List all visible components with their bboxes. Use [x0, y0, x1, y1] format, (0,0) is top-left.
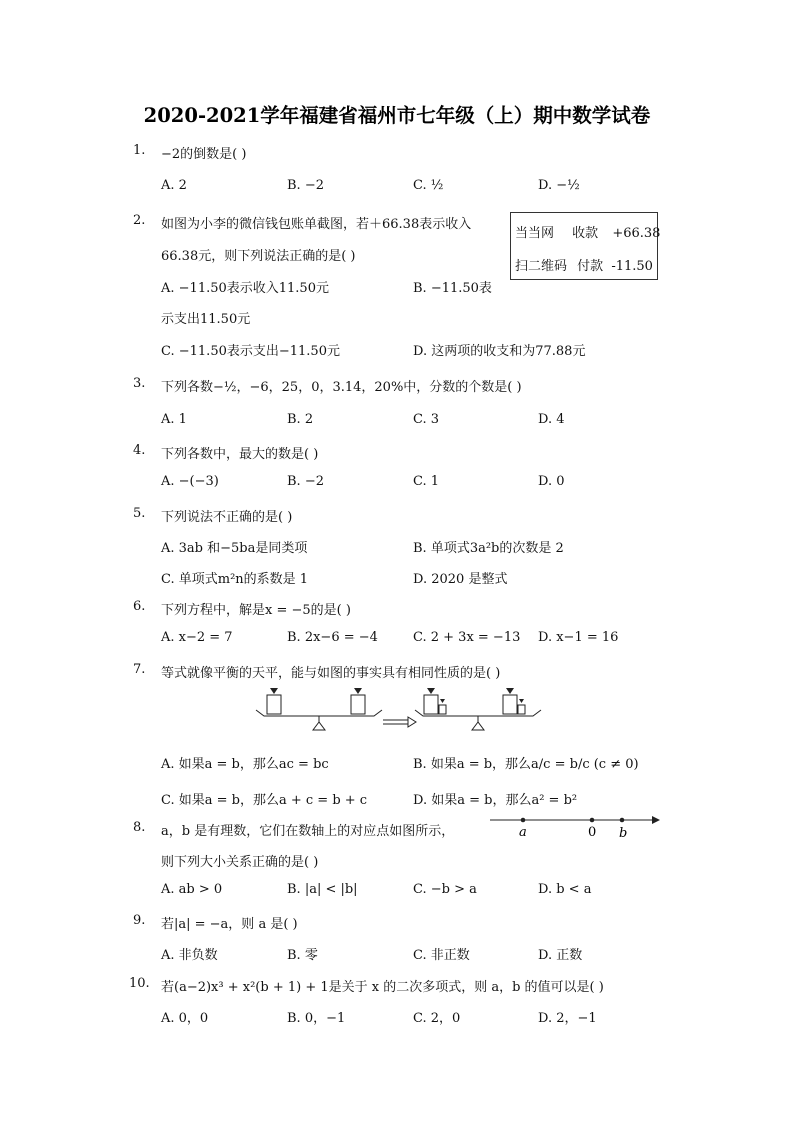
option-a: A. 非负数 — [161, 948, 218, 963]
option-a: A. 3ab 和−5ba是同类项 — [161, 541, 308, 556]
right-small-box-1 — [439, 705, 446, 714]
option-b: B. 如果a = b，那么a/c = b/c (c ≠ 0) — [413, 757, 639, 772]
right-weight-marker-2 — [506, 688, 514, 694]
option-a: A. −11.50表示收入11.50元 — [161, 281, 329, 296]
left-fulcrum — [313, 722, 325, 730]
option-b: B. −2 — [287, 178, 324, 193]
question-stem: 下列各数中，最大的数是( ) — [161, 447, 319, 462]
point-b — [620, 818, 625, 823]
option-a: A. x−2 = 7 — [161, 630, 233, 645]
receipt-row1-type: 收款 — [572, 226, 599, 241]
option-d: D. 如果a = b，那么a² = b² — [413, 793, 578, 808]
right-small-box-2 — [518, 705, 525, 714]
option-a: A. 2 — [161, 178, 187, 193]
question-stem: 下列说法不正确的是( ) — [161, 510, 293, 525]
question-stem: −2的倒数是( ) — [161, 147, 247, 162]
point-a — [521, 818, 526, 823]
option-a: A. ab > 0 — [161, 882, 223, 897]
question-number: 7. — [133, 662, 146, 677]
right-weight-marker-1 — [427, 688, 435, 694]
balance-scale-figure — [250, 686, 550, 738]
option-b: B. 2x−6 = −4 — [287, 630, 378, 645]
option-d: D. b < a — [538, 882, 592, 897]
question-stem: 下列各数−½，−6，25，0，3.14，20%中，分数的个数是( ) — [161, 380, 522, 395]
question-number: 1. — [133, 143, 146, 158]
option-c: C. 2 + 3x = −13 — [413, 630, 521, 645]
question-number: 4. — [133, 443, 146, 458]
option-c: C. ½ — [413, 178, 444, 193]
option-c: C. 如果a = b，那么a + c = b + c — [161, 793, 368, 808]
option-d: D. x−1 = 16 — [538, 630, 619, 645]
point-zero — [590, 818, 595, 823]
option-a: A. 0，0 — [161, 1011, 209, 1026]
implies-arrow — [408, 717, 416, 727]
question-stem: 若(a−2)x³ + x²(b + 1) + 1是关于 x 的二次多项式，则 a，b 的值可以是( ) — [161, 980, 604, 995]
right-box-1 — [424, 695, 438, 714]
option-b: B. |a| < |b| — [287, 882, 358, 897]
option-d: D. 2020 是整式 — [413, 572, 508, 587]
option-d: D. 0 — [538, 474, 565, 489]
wechat-receipt-box — [510, 212, 661, 280]
option-c: C. −11.50表示支出−11.50元 — [161, 344, 340, 359]
option-d: D. −½ — [538, 178, 580, 193]
right-fulcrum — [472, 722, 484, 730]
option-a: A. −(−3) — [161, 474, 219, 489]
question-number: 5. — [133, 506, 146, 521]
question-number: 10. — [129, 976, 150, 991]
option-c: C. 1 — [413, 474, 440, 489]
question-stem-line2: 66.38元，则下列说法正确的是( ) — [161, 249, 356, 264]
option-d: D. 正数 — [538, 948, 583, 963]
option-b: B. −11.50表 — [413, 281, 492, 296]
receipt-row1-label: 当当网 — [515, 226, 555, 241]
question-number: 9. — [133, 913, 146, 928]
receipt-row2-label: 扫二维码 — [515, 259, 568, 274]
question-number: 8. — [133, 820, 146, 835]
option-a: A. 1 — [161, 412, 187, 427]
label-zero: 0 — [588, 825, 597, 840]
option-d: D. 这两项的收支和为77.88元 — [413, 344, 586, 359]
question-stem-line1: 如图为小李的微信钱包账单截图，若＋66.38表示收入 — [161, 217, 472, 232]
question-stem: 若|a| = −a，则 a 是( ) — [161, 917, 298, 932]
page-title: 2020-2021学年福建省福州市七年级（上）期中数学试卷 — [143, 104, 651, 127]
left-weight-marker-2 — [354, 688, 362, 694]
option-d: D. 4 — [538, 412, 565, 427]
option-b-wrap: 示支出11.50元 — [161, 312, 251, 327]
question-stem-line1: a，b 是有理数，它们在数轴上的对应点如图所示， — [161, 824, 455, 839]
option-b: B. 2 — [287, 412, 314, 427]
question-stem: 下列方程中，解是x = −5的是( ) — [161, 603, 351, 618]
option-b: B. 单项式3a²b的次数是 2 — [413, 541, 564, 556]
option-d: D. 2，−1 — [538, 1011, 597, 1026]
right-box-2 — [503, 695, 517, 714]
question-number: 2. — [133, 213, 146, 228]
receipt-row1-amount: +66.38 — [612, 226, 661, 241]
option-a: A. 如果a = b，那么ac = bc — [161, 757, 329, 772]
question-stem-line2: 则下列大小关系正确的是( ) — [161, 855, 319, 870]
question-number: 3. — [133, 376, 146, 391]
left-weight-marker-1 — [270, 688, 278, 694]
option-c: C. 非正数 — [413, 948, 470, 963]
receipt-row2-amount: -11.50 — [611, 259, 653, 274]
label-b: b — [619, 826, 628, 841]
option-c: C. 单项式m²n的系数是 1 — [161, 572, 309, 587]
option-b: B. 零 — [287, 948, 318, 963]
label-a: a — [519, 825, 527, 840]
option-c: C. −b > a — [413, 882, 477, 897]
question-number: 6. — [133, 599, 146, 614]
option-c: C. 3 — [413, 412, 440, 427]
receipt-row2-type: 付款 — [577, 259, 604, 274]
question-stem: 等式就像平衡的天平，能与如图的事实具有相同性质的是( ) — [161, 666, 501, 681]
number-line-figure — [488, 808, 663, 842]
number-line-arrow — [652, 816, 660, 824]
option-b: B. 0，−1 — [287, 1011, 346, 1026]
option-c: C. 2，0 — [413, 1011, 461, 1026]
option-b: B. −2 — [287, 474, 324, 489]
left-box-2 — [351, 695, 365, 714]
left-box-1 — [267, 695, 281, 714]
